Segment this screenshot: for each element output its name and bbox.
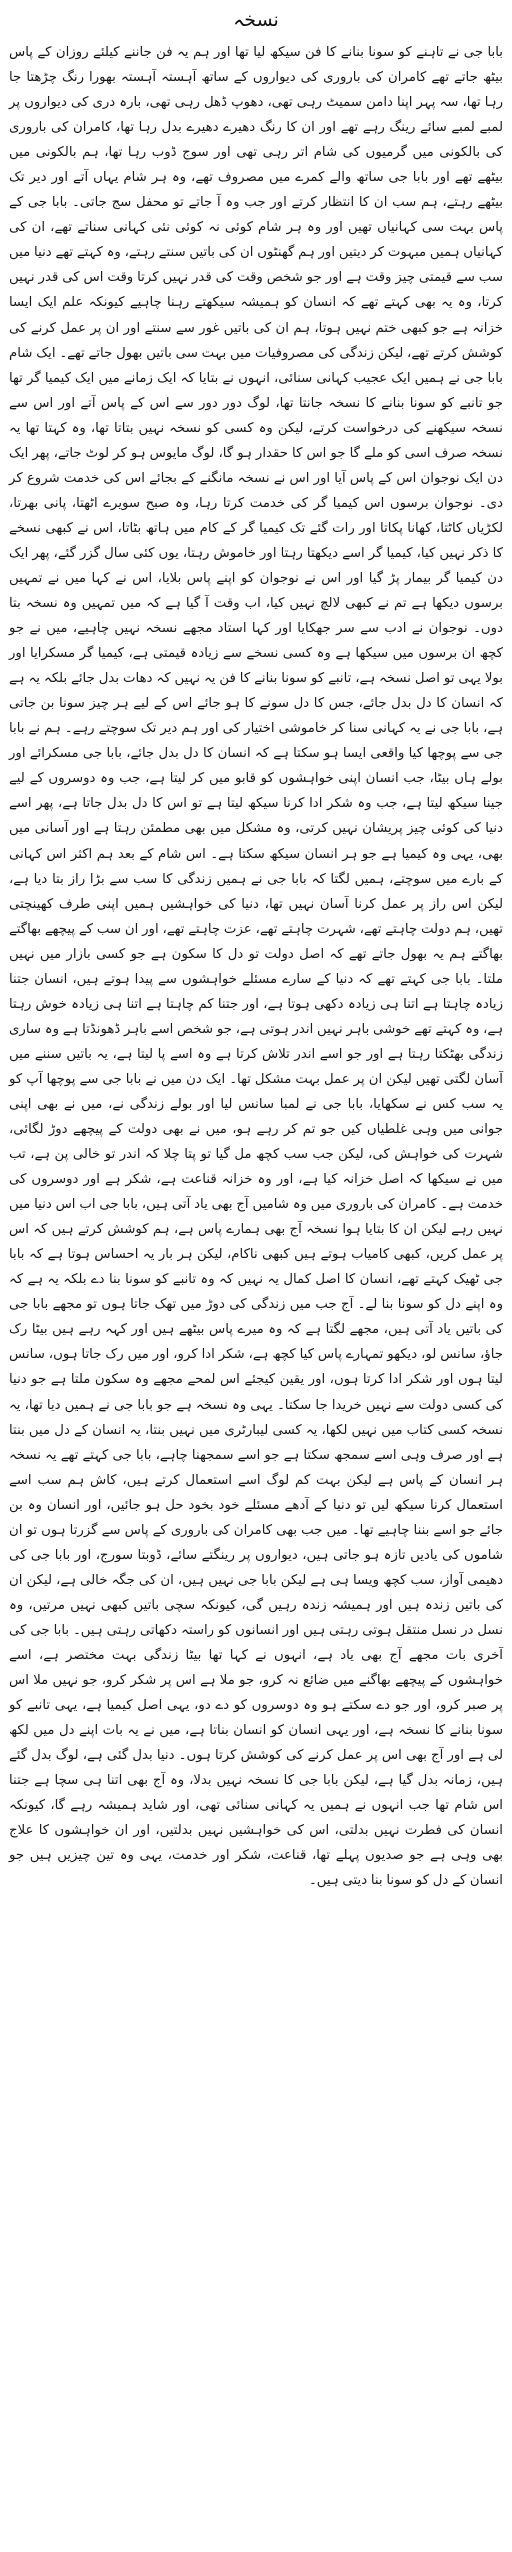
paragraph: یہی وہ نسخہ ہے جو بابا جی نے ہمیں دیا تھا، یہ نسخہ کسی کتاب میں نہیں لکھا، یہ کسی لیبارٹری میں نہیں بنتا، یہ انسان کے دل میں بنتا ہے اور صرف وہی اسے سمجھ سکتا ہے جو اسے سمجھنا چاہے، بابا جی کہتے تھے یہ نسخہ ہر انسان کے پاس ہے لیکن بہت کم لوگ اسے استعمال کرتے ہیں، کاش ہم سب اسے استعمال کرنا سیکھ لیں تو دنیا کے آدھے مسئلے خود بخود حل ہو جائیں، اور انسان وہ بن جائے جو اسے بننا چاہیے تھا۔ <box>9 1397 504 1538</box>
column-body <box>9 40 503 1893</box>
paragraph: آج جب میں زندگی کی دوڑ میں تھک جاتا ہوں تو مجھے بابا جی کی باتیں یاد آتی ہیں، مجھے لگتا ہے کہ وہ میرے پاس بیٹھے ہیں اور کہہ رہے ہیں بیٹا رک جاؤ، سانس لو، دیکھو تمہارے پاس کیا کچھ ہے، شکر ادا کرو، اور میں رک جاتا ہوں، سانس لیتا ہوں اور شکر ادا کرتا ہوں، اور یقین کیجئے اس لمحے مجھے وہ سکون ملتا ہے جو دنیا کی کسی دولت سے نہیں خریدا جا سکتا۔ <box>9 1297 504 1413</box>
paragraph: اس شام کے بعد ہم اکثر اس کہانی کے بارے میں سوچتے، ہمیں لگتا کہ بابا جی نے ہمیں زندگی کا سب سے بڑا راز بتا دیا ہے، لیکن اس راز پر عمل کرنا آسان نہیں تھا، دنیا کی خواہشیں ہمیں اپنی طرف کھینچتی تھیں، ہم دولت چاہتے تھے، شہرت چاہتے تھے، عزت چاہتے تھے، اور ان سب کے پیچھے بھاگتے بھاگتے ہم یہ بھول جاتے تھے کہ اصل دولت تو دل کا سکون ہے جو کسی بازار میں نہیں ملتا۔ <box>9 846 504 987</box>
column-title: نسخہ <box>233 9 279 31</box>
paragraph: بابا جی کے پاس بہت سی کہانیاں تھیں اور وہ ہر شام کوئی نہ کوئی نئی کہانی سناتے تھے، ان کی کہانیاں ہمیں مبہوت کر دیتیں اور ہم گھنٹوں ان کی باتیں سنتے رہتے، وہ کہتے تھے دنیا میں سب سے قیمتی چیز وقت ہے اور جو شخص وقت کی قدر نہیں کرتا وقت اس کی قدر نہیں کرتا، وہ یہ بھی کہتے تھے کہ انسان کو ہمیشہ سیکھتے رہنا چاہیے کیونکہ علم ایک ایسا خزانہ ہے جو کبھی ختم نہیں ہوتا، ہم ان کی باتیں غور سے سنتے اور ان پر عمل کرنے کی کوشش کرتے تھے، لیکن زندگی کی مصروفیات میں بہت سی باتیں بھول جاتے تھے۔ <box>9 195 504 361</box>
paragraph: نوجوان برسوں اس کیمیا گر کی خدمت کرتا رہا، وہ صبح سویرے اٹھتا، پانی بھرتا، لکڑیاں کاٹتا، کھانا پکاتا اور رات گئے تک کیمیا گر کے کام میں ہاتھ بٹاتا، اس نے کبھی نسخے کا ذکر نہیں کیا، کیمیا گر اسے دیکھتا رہتا اور خاموش رہتا، یوں کئی سال گزر گئے، پھر ایک دن کیمیا گر بیمار پڑ گیا اور اس نے نوجوان کو اپنے پاس بلایا، اس نے کہا میں نے تمہیں برسوں دیکھا ہے تم نے کبھی لالچ نہیں کیا، اب وقت آ گیا ہے کہ میں تمہیں وہ نسخہ بتا دوں۔ <box>9 495 503 637</box>
paragraph: کامران کی باروری میں وہ شامیں آج بھی یاد آتی ہیں، بابا جی اب اس دنیا میں نہیں رہے لیکن ان کا بتایا ہوا نسخہ آج بھی ہمارے پاس ہے، ہم کوشش کرتے ہیں کہ اس پر عمل کریں، کبھی کامیاب ہوتے ہیں کبھی ناکام، لیکن ہر بار یہ احساس ہوتا ہے کہ بابا جی ٹھیک کہتے تھے، انسان کا اصل کمال یہ نہیں کہ وہ تانبے کو سونا بنا دے بلکہ یہ ہے کہ وہ اپنے دل کو سونا بنا لے۔ <box>9 1197 503 1313</box>
paragraph: دنیا بدل گئی ہے، لوگ بدل گئے ہیں، زمانہ بدل گیا ہے، لیکن بابا جی کا نسخہ نہیں بدلا، وہ آج بھی اتنا ہی سچا ہے جتنا اس شام تھا جب انہوں نے ہمیں یہ کہانی سنائی تھی، اور شاید ہمیشہ رہے گا، کیونکہ انسان کی فطرت نہیں بدلتی، اس کی خواہشیں نہیں بدلتیں، اور ان خواہشوں کا علاج بھی وہی ہے جو صدیوں پہلے تھا، قناعت، شکر اور خدمت، یہی وہ تین چیزیں ہیں جو انسان کے دل کو سونا بنا دیتی ہیں۔ <box>9 1748 503 1889</box>
paragraph: نوجوان نے ادب سے سر جھکایا اور کہا استاد مجھے نسخہ نہیں چاہیے، میں نے جو کچھ ان برسوں میں سیکھا ہے وہ کسی نسخے سے زیادہ قیمتی ہے، کیمیا گر مسکرایا اور بولا یہی تو اصل نسخہ ہے، تانبے کو سونا بنانے کا فن یہ نہیں کہ دھات بدل جائے بلکہ یہ ہے کہ انسان کا دل بدل جائے، جس کا دل سونے کا ہو جائے اس کے لیے ہر چیز سونا بن جاتی ہے، بابا جی نے یہ کہانی سنا کر خاموشی اختیار کی اور ہم دیر تک سوچتے رہے۔ <box>9 621 503 737</box>
paragraph: بابا جی نے تاہنے کو سونا بنانے کا فن سیکھ لیا تھا اور ہم یہ فن جاننے کیلئے روزان کے پاس بیٹھ جاتے تھے کامران کی باروری کی دیواروں کے ساتھ آہستہ آہستہ بھورا رنگ چڑھتا جا رہا تھا، سہ پہر اپنا دامن سمیٹ رہی تھی، دھوپ ڈھل رہی تھی، بارہ دری کی دیواروں پر لمبے لمبے سائے رینگ رہے تھے اور ان کا رنگ دھیرے دھیرے بدل رہا تھا، کامران کی باروری کی بالکونی میں گرمیوں کی شام اتر رہی تھی اور سوج ڈوب رہا تھا، ہم بالکونی میں بیٹھے تھے اور بابا جی ساتھ والے کمرے میں مصروف تھے، وہ ہر شام یہاں آتے اور دیر تک بیٹھے رہتے، ہم سب ان کا انتظار کرتے اور جب وہ آ جاتے تو محفل سج جاتی۔ <box>9 45 503 211</box>
paragraph: بابا جی کہتے تھے کہ دنیا کے سارے مسئلے خواہشوں سے پیدا ہوتے ہیں، انسان جتنا زیادہ چاہتا ہے اتنا ہی زیادہ دکھی ہوتا ہے، اور جتنا کم چاہتا ہے اتنا ہی زیادہ خوش رہتا ہے، وہ کہتے تھے خوشی باہر نہیں اندر ہوتی ہے، جو شخص اسے باہر ڈھونڈتا ہے وہ ساری زندگی بھٹکتا رہتا ہے اور جو اسے اندر تلاش کرتا ہے وہ اسے پا لیتا ہے، یہ باتیں سننے میں آسان لگتی تھیں لیکن ان پر عمل بہت مشکل تھا۔ <box>9 971 503 1087</box>
paragraph: ایک شام بابا جی نے ہمیں ایک عجیب کہانی سنائی، انہوں نے بتایا کہ ایک زمانے میں ایک کیمیا گر تھا جو تانبے کو سونا بنانے کا نسخہ جانتا تھا، لوگ دور دور سے اس کے پاس آتے اور اس سے نسخہ سیکھنے کی درخواست کرتے، لیکن وہ کسی کو نسخہ نہیں بتاتا تھا، وہ کہتا تھا یہ نسخہ صرف اسی کو ملے گا جو اس کا حقدار ہو گا، لوگ مایوس ہو کر لوٹ جاتے، پھر ایک دن ایک نوجوان اس کے پاس آیا اور اس نے نسخہ مانگنے کے بجائے اس کی خدمت شروع کر دی۔ <box>9 345 503 511</box>
paragraph: بابا جی کی آخری بات مجھے آج بھی یاد ہے، انہوں نے کہا تھا بیٹا زندگی بہت مختصر ہے، اسے خواہشوں کے پیچھے بھاگنے میں ضائع نہ کرو، جو ملا ہے اس پر شکر کرو، جو نہیں ملا اس پر صبر کرو، اور جو دے سکتے ہو وہ دوسروں کو دے دو، یہی اصل کیمیا ہے، یہی تانبے کو سونا بنانے کا نسخہ ہے، اور یہی انسان کو انسان بناتا ہے، میں نے یہ بات اپنے دل میں لکھ لی ہے اور آج بھی اس پر عمل کرنے کی کوشش کرتا ہوں۔ <box>9 1622 504 1764</box>
paragraph: میں جب بھی کامران کی باروری کے پاس سے گزرتا ہوں تو ان شاموں کی یادیں تازہ ہو جاتی ہیں، دیواروں پر رینگتے سائے، ڈوبتا سورج، اور بابا جی کی دھیمی آواز، سب کچھ ویسا ہی ہے لیکن بابا جی نہیں ہیں، ان کی جگہ خالی ہے، لیکن ان کی باتیں زندہ ہیں اور ہمیشہ زندہ رہیں گی، کیونکہ سچی باتیں کبھی نہیں مرتیں، وہ نسل در نسل منتقل ہوتی رہتی ہیں اور انسانوں کو راستہ دکھاتی رہتی ہیں۔ <box>9 1522 503 1638</box>
paragraph: ہم نے بابا جی سے پوچھا کیا واقعی ایسا ہو سکتا ہے کہ انسان کا دل بدل جائے، بابا جی مسکرائے اور بولے ہاں بیٹا، جب انسان اپنی خواہشوں کو قابو میں کر لیتا ہے، جب وہ دوسروں کے لیے جینا سیکھ لیتا ہے، جب وہ شکر ادا کرنا سیکھ لیتا ہے تو اس کا دل بدل جاتا ہے، پھر اسے دنیا کی کوئی چیز پریشان نہیں کرتی، وہ مشکل میں بھی مطمئن رہتا ہے اور آسانی میں بھی، یہی وہ کیمیا ہے جو ہر انسان سیکھ سکتا ہے۔ <box>9 721 503 862</box>
paragraph: ایک دن میں نے بابا جی سے پوچھا آپ کو یہ سب کس نے سکھایا، بابا جی نے لمبا سانس لیا اور بولے زندگی نے، میں نے بھی اپنی جوانی میں وہی غلطیاں کیں جو تم کر رہے ہو، میں نے بھی دولت کے پیچھے دوڑ لگائی، شہرت کی خواہش کی، لیکن جب سب کچھ مل گیا تو پتا چلا کہ اندر تو خالی پن ہے، تب میں نے سیکھا کہ اصل خزانہ کیا ہے، اور وہ خزانہ قناعت ہے، شکر ہے اور دوسروں کی خدمت ہے۔ <box>9 1071 503 1213</box>
